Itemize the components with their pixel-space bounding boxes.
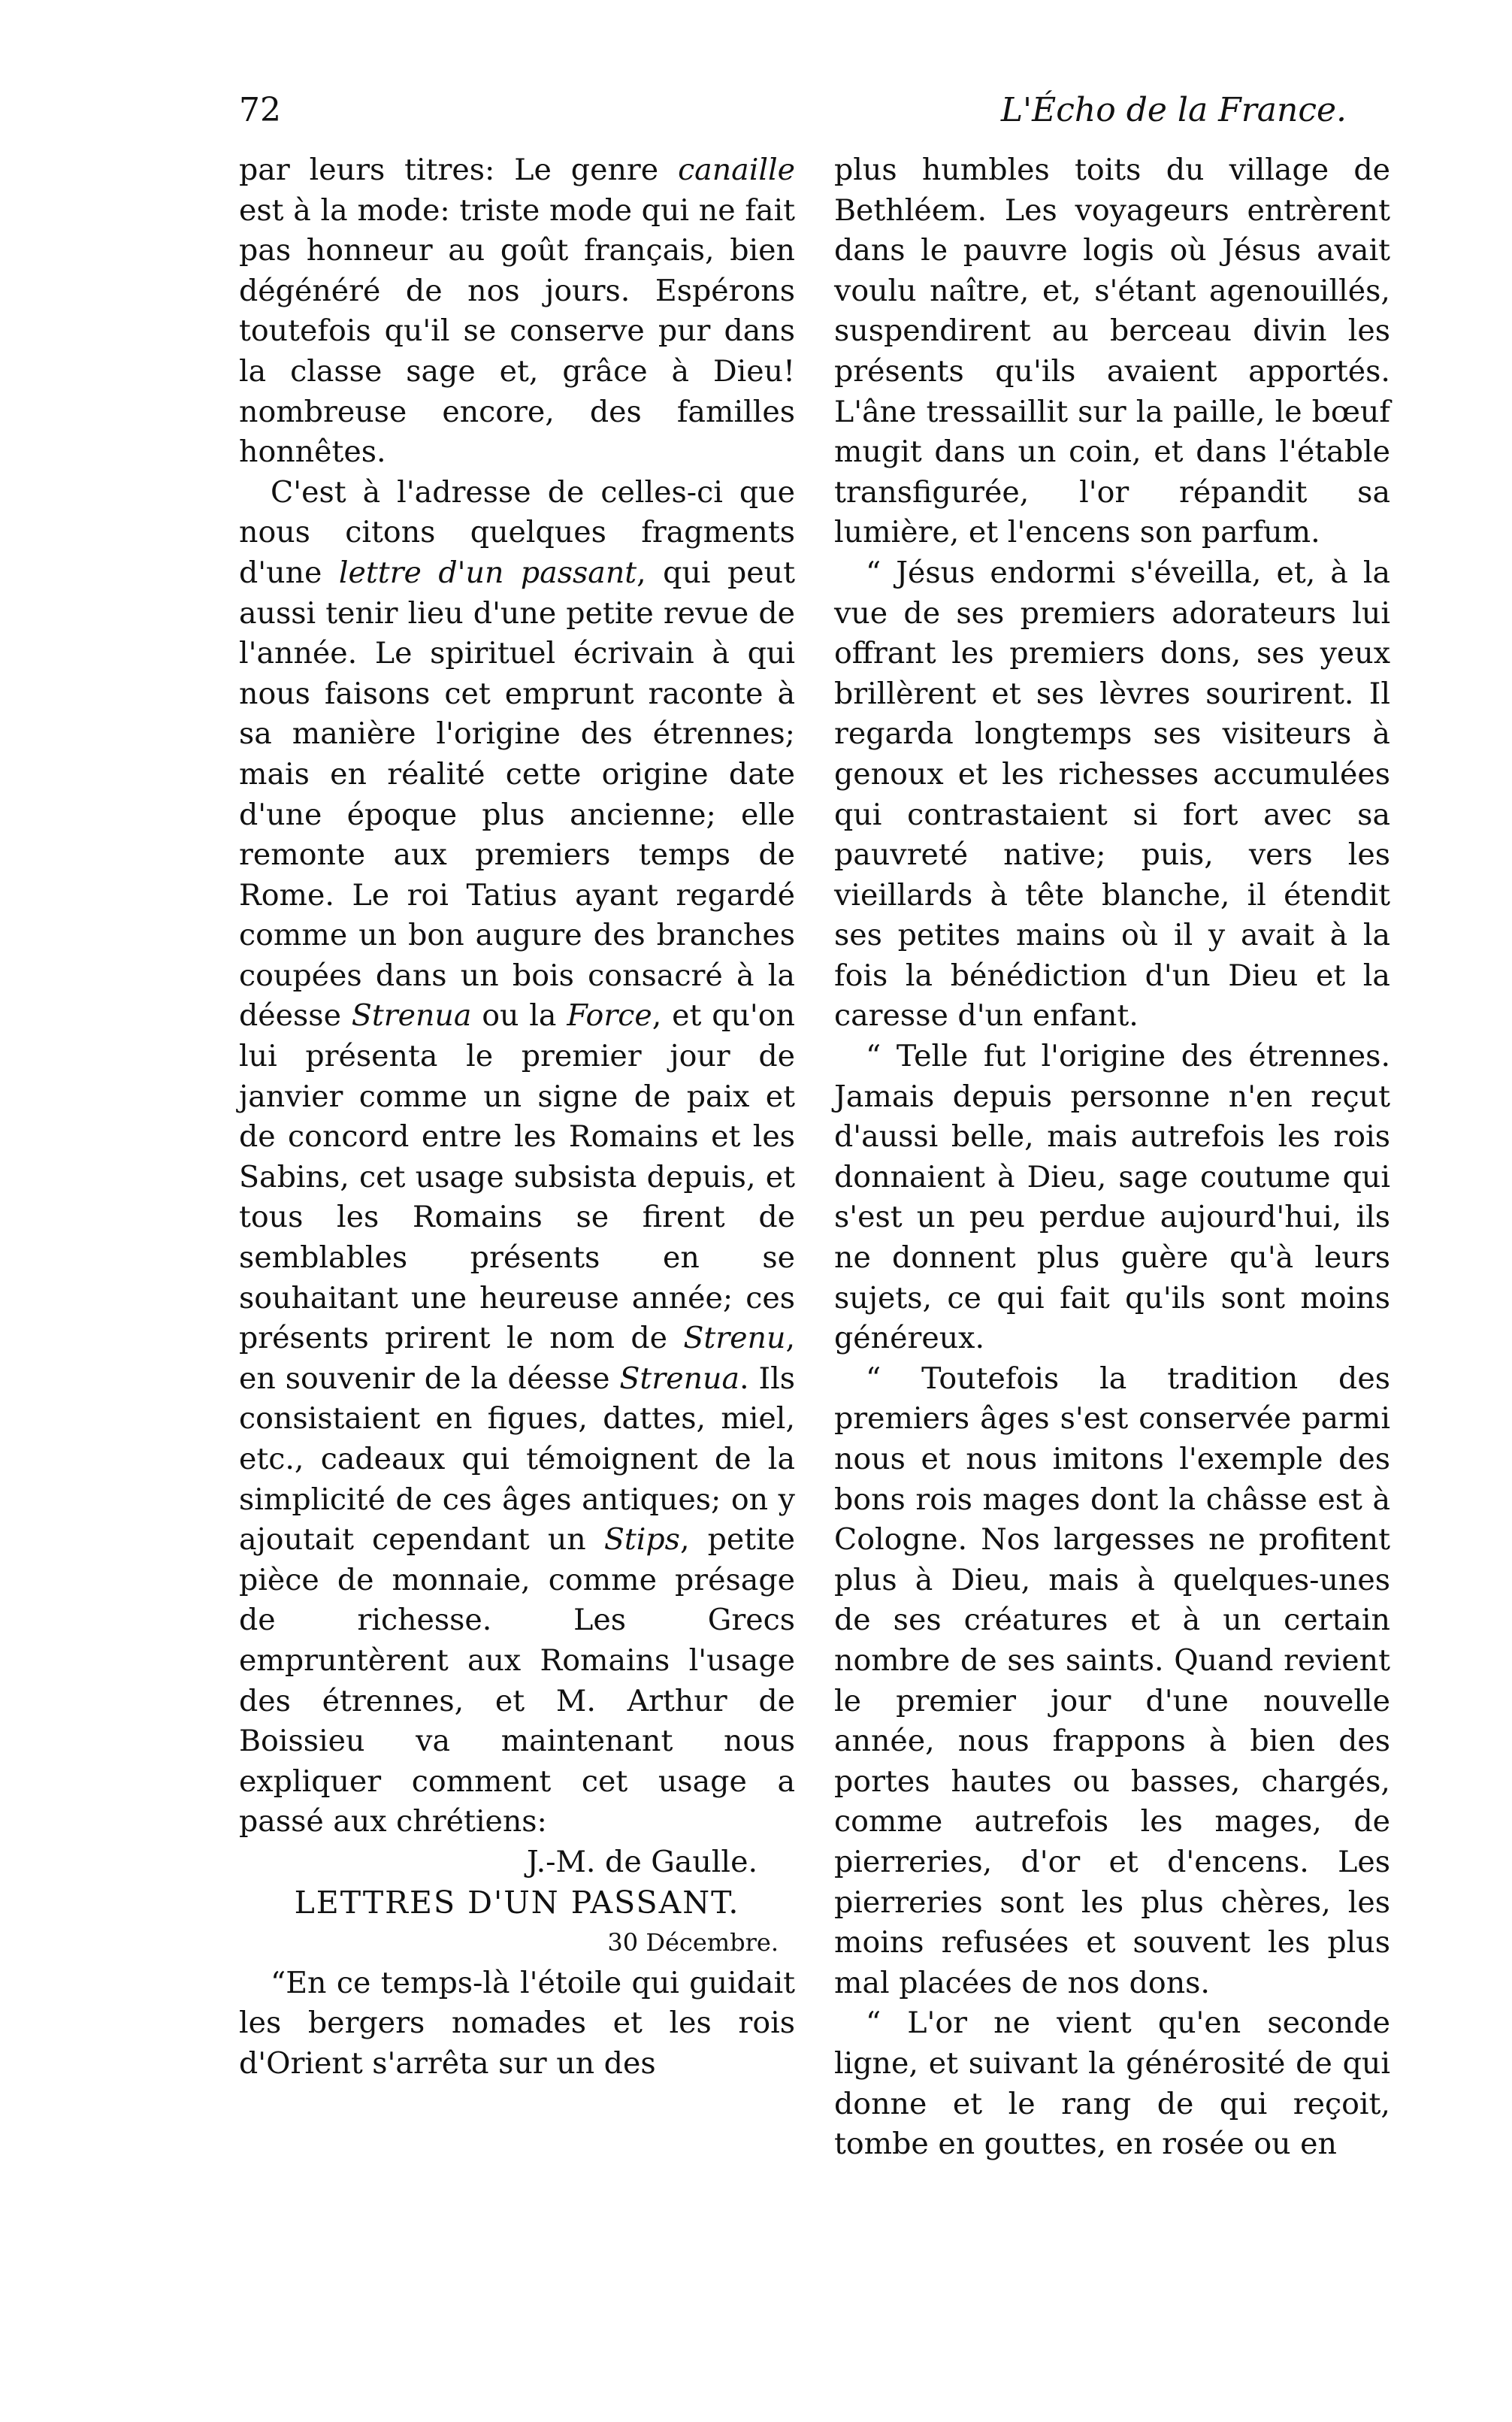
dateline: 30 Décembre. [607,1928,779,1957]
paragraph: par leurs titres: Le genre canaille est à la mode: triste mode qui ne fait pas honneur au goût français, bien dégénéré de nos jours. Espérons toutefois qu'il se conserve pur dans la classe sage et, grâce à Dieu! nombreuse encore, des familles honnêtes. [239,153,795,470]
left-column [239,150,795,2084]
paragraph: C'est à l'adresse de celles-ci que nous citons quelques fragments d'une lettre d'un passant, qui peut aussi tenir lieu d'une petite revue de l'année. Le spirituel écrivain à qui nous faisons cet emprunt raconte à sa manière l'origine des étrennes; mais en réalité cette origine date d'une époque plus ancienne; elle remonte aux premiers temps de Rome. Le roi Tatius ayant regardé comme un bon augure des branches coupées dans un bois consacré à la déesse Strenua ou la Force, et qu'on lui présenta le premier jour de janvier comme un signe de paix et de concord entre les Romains et les Sabins, cet usage subsista depuis, et tous les Romains se firent de semblables présents en se souhaitant une heureuse année; ces présents prirent le nom de Strenu, en souvenir de la déesse Strenua. Ils consistaient en figues, dattes, miel, etc., cadeaux qui témoignent de la simplicité de ces âges antiques; on y ajoutait cependant un Stips, petite pièce de monnaie, comme présage de richesse. Les Grecs empruntèrent aux Romains l'usage des étrennes, et M. Arthur de Boissieu va maintenant nous expliquer comment cet usage a passé aux chrétiens: [239,474,795,1839]
paragraph: “ Toutefois la tradition des premiers âges s'est conservée parmi nous et nous imitons l'exemple des bons rois mages dont la châsse est à Cologne. Nos largesses ne profitent plus à Dieu, mais à quelques-unes de ses créatures et à un certain nombre de ses saints. Quand revient le premier jour d'une nouvelle année, nous frappons à bien des portes hautes ou basses, chargés, comme autrefois les mages, de pierreries, d'or et d'encens. Les pierreries sont les plus chères, les moins refusées et souvent les plus mal placées de nos dons. [834,1361,1390,2000]
signature: J.-M. de Gaulle. [526,1844,758,1879]
running-title: L'Écho de la France. [1000,91,1347,129]
page-header [239,84,1347,137]
paragraph: plus humbles toits du village de Bethléem. Les voyageurs entrèrent dans le pauvre logis où Jésus avait voulu naître, et, s'étant agenouillés, suspendirent au berceau divin les présents qu'ils avaient apportés. L'âne tressaillit sur la paille, le bœuf mugit dans un coin, et dans l'étable transfigurée, l'or répandit sa lumière, et l'encens son parfum. [834,153,1390,550]
paragraph: “ Telle fut l'origine des étrennes. Jamais depuis personne n'en reçut d'aussi belle, mais autrefois les rois donnaient à Dieu, sage coutume qui s'est un peu perdue aujourd'hui, ils ne donnent plus guère qu'à leurs sujets, ce qui fait qu'ils sont moins généreux. [834,1039,1390,1356]
paragraph: “ L'or ne vient qu'en seconde ligne, et suivant la générosité de qui donne et le rang de qui reçoit, tombe en gouttes, en rosée ou en [834,2006,1390,2162]
section-title: LETTRES D'UN PASSANT. [294,1884,740,1921]
page-number: 72 [239,91,281,129]
paragraph: “En ce temps-là l'étoile qui guidait les bergers nomades et les rois d'Orient s'arrêta sur un des [239,1965,795,2081]
right-column [834,150,1390,2165]
paragraph: “ Jésus endormi s'éveilla, et, à la vue de ses premiers adorateurs lui offrant les premiers dons, ses yeux brillèrent et ses lèvres sourirent. Il regarda longtemps ses visiteurs à genoux et les richesses accumulées qui contrastaient si fort avec sa pauvreté native; puis, vers les vieillards à tête blanche, il étendit ses petites mains où il y avait à la fois la bénédiction d'un Dieu et la caresse d'un enfant. [834,555,1390,1034]
